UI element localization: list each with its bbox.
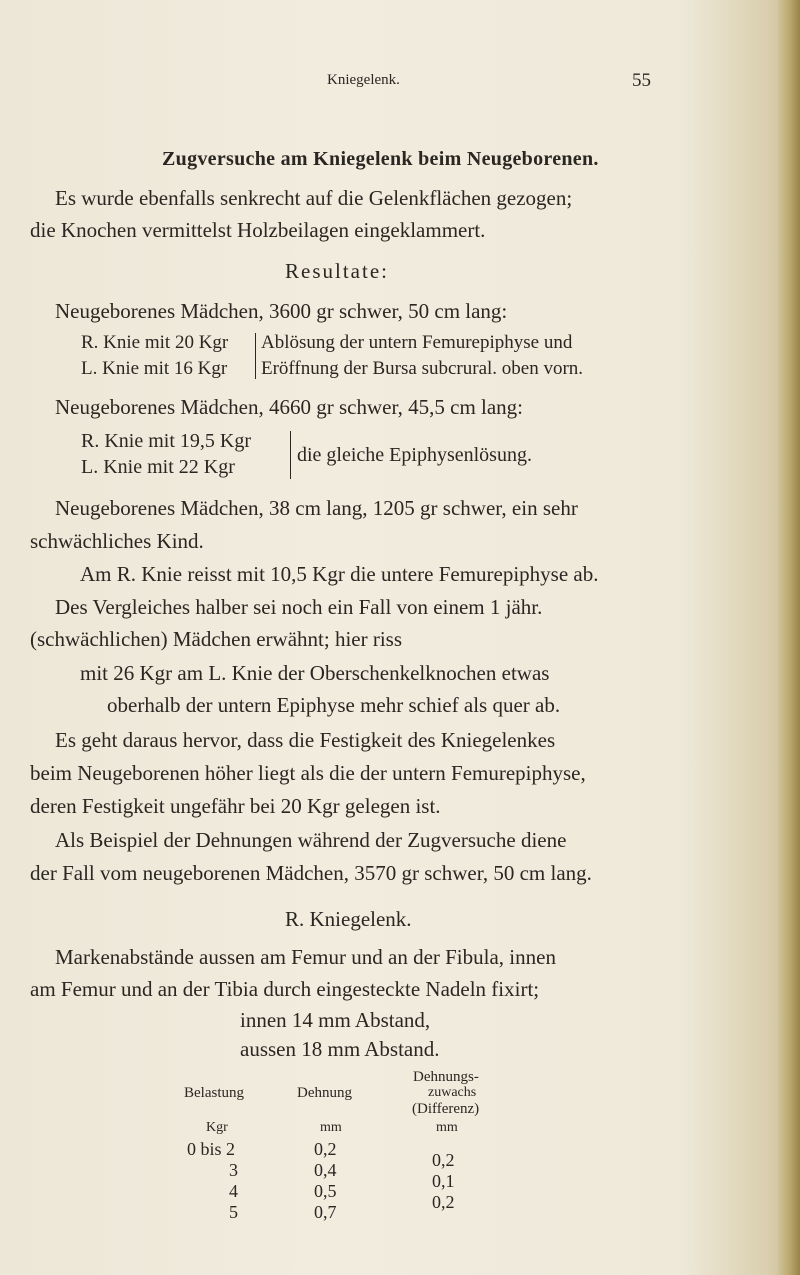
table-col2-header: Dehnung — [297, 1085, 352, 1101]
comparison-line-1: Des Vergleiches halber sei noch ein Fall von einem 1 jähr. — [55, 595, 543, 619]
markers-outer: aussen 18 mm Abstand. — [240, 1037, 440, 1061]
table-increase-cell: 0,1 — [432, 1171, 455, 1191]
conclusion-line-2: beim Neugeborenen höher liegt als die der untern Femurepiphyse, — [30, 761, 586, 785]
markers-line-1: Markenabstände aussen am Femur und an der Fibula, innen — [55, 945, 556, 969]
table-col1-unit: Kgr — [206, 1120, 228, 1135]
table-load-cell: 0 bis 2 — [187, 1139, 236, 1159]
conclusion-line-1: Es geht daraus hervor, dass die Festigkeit des Kniegelenkes — [55, 728, 556, 752]
subsection-title: R. Kniegelenk. — [285, 907, 412, 931]
table-increase-cell: 0,2 — [432, 1150, 455, 1170]
table-stretch-cell: 0,7 — [314, 1202, 337, 1222]
case1-brace — [255, 333, 256, 379]
table-stretch-cell: 0,2 — [314, 1139, 337, 1159]
table-load-cell: 5 — [229, 1202, 238, 1222]
markers-inner: innen 14 mm Abstand, — [240, 1008, 431, 1032]
page-edge — [778, 0, 800, 1275]
case3-line-3: Am R. Knie reisst mit 10,5 Kgr die untere Femurepiphyse ab. — [80, 562, 599, 586]
example-line-1: Als Beispiel der Dehnungen während der Zugversuche diene — [55, 828, 567, 852]
results-heading: Resultate: — [285, 259, 389, 283]
page-number: 55 — [632, 70, 651, 91]
example-line-2: der Fall vom neugeborenen Mädchen, 3570 gr schwer, 50 cm lang. — [30, 861, 592, 885]
conclusion-line-3: deren Festigkeit ungefähr bei 20 Kgr gelegen ist. — [30, 794, 441, 818]
intro-line-1: Es wurde ebenfalls senkrecht auf die Gelenkflächen gezogen; — [55, 186, 573, 210]
table-col2-unit: mm — [320, 1120, 342, 1135]
section-title: Zugversuche am Kniegelenk beim Neugeborenen. — [162, 148, 599, 170]
case1-right-knee: R. Knie mit 20 Kgr — [81, 332, 229, 353]
case1-left-knee: L. Knie mit 16 Kgr — [81, 358, 228, 379]
case2-left-knee: L. Knie mit 22 Kgr — [81, 456, 235, 478]
table-col3-header-3: (Differenz) — [412, 1101, 480, 1117]
case2-brace — [290, 431, 291, 479]
table-stretch-cell: 0,5 — [314, 1181, 337, 1201]
case3-line-1: Neugeborenes Mädchen, 38 cm lang, 1205 gr schwer, ein sehr — [55, 496, 578, 520]
table-stretch-cell: 0,4 — [314, 1160, 337, 1180]
markers-line-2: am Femur und an der Tibia durch eingesteckte Nadeln fixirt; — [30, 977, 540, 1001]
comparison-line-2: (schwächlichen) Mädchen erwähnt; hier riss — [30, 627, 403, 651]
table-load-cell: 3 — [229, 1160, 238, 1180]
comparison-line-4: oberhalb der untern Epiphyse mehr schief als quer ab. — [107, 693, 561, 717]
table-col1-header: Belastung — [184, 1085, 244, 1101]
case2-right-knee: R. Knie mit 19,5 Kgr — [81, 430, 251, 452]
table-col3-header-2: zuwachs — [428, 1085, 477, 1100]
case1-heading: Neugeborenes Mädchen, 3600 gr schwer, 50 cm lang: — [55, 299, 508, 323]
table-col3-header-1: Dehnungs- — [413, 1069, 479, 1085]
case2-result: die gleiche Epiphysenlösung. — [297, 444, 532, 466]
table-increase-cell: 0,2 — [432, 1192, 455, 1212]
table-load-cell: 4 — [229, 1181, 238, 1201]
intro-line-2: die Knochen vermittelst Holzbeilagen eingeklammert. — [30, 218, 486, 242]
case3-line-2: schwächliches Kind. — [30, 529, 204, 553]
comparison-line-3: mit 26 Kgr am L. Knie der Oberschenkelknochen etwas — [80, 661, 550, 685]
running-title: Kniegelenk. — [327, 72, 400, 88]
table-col3-unit: mm — [436, 1120, 458, 1135]
case2-heading: Neugeborenes Mädchen, 4660 gr schwer, 45,5 cm lang: — [55, 395, 524, 419]
case1-right-result: Ablösung der untern Femurepiphyse und — [261, 332, 573, 353]
case1-left-result: Eröffnung der Bursa subcrural. oben vorn. — [261, 358, 584, 379]
